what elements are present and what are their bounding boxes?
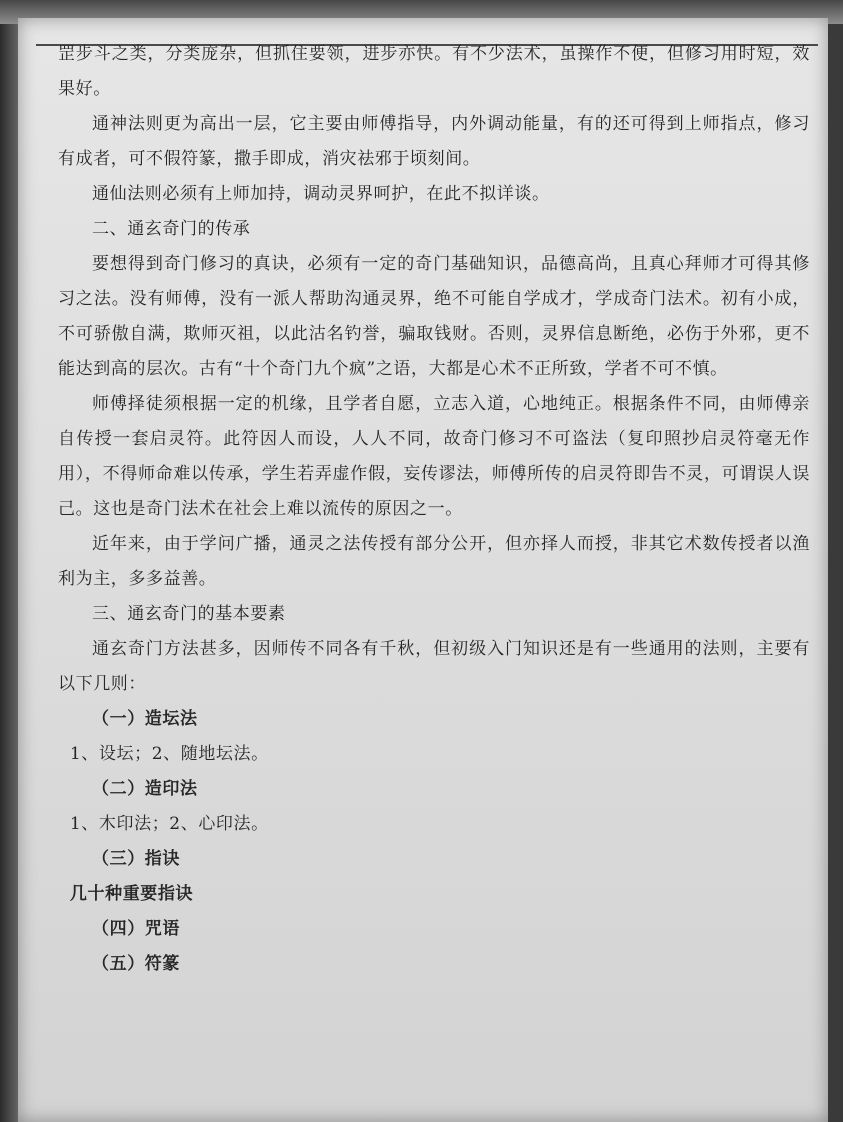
paragraph: 师傅择徒须根据一定的机缘，且学者自愿，立志入道，心地纯正。根据条件不同，由师傅亲自传授一套启灵符。此符因人而设，人人不同，故奇门修习不可盗法（复印照抄启灵符毫无作用），不得师命难以传承，学生若弄虚作假，妄传谬法，师傅所传的启灵符即告不灵，可谓误人误己。这也是奇门法术在社会上难以流传的原因之一。 bbox=[58, 394, 810, 519]
paragraph: 罡步斗之类，分类庞杂，但抓住要领，进步亦快。有不少法术，虽操作不便，但修习用时短，效果好。 bbox=[58, 44, 810, 99]
list-heading: （二）造印法 bbox=[92, 779, 198, 799]
paragraph: 通神法则更为高出一层，它主要由师傅指导，内外调动能量，有的还可得到上师指点，修习有成者，可不假符篆，撒手即成，消灾祛邪于顷刻间。 bbox=[58, 114, 810, 169]
list-heading: （一）造坛法 bbox=[92, 709, 198, 729]
section-heading: 三、通玄奇门的基本要素 bbox=[92, 604, 286, 624]
paragraph: 要想得到奇门修习的真诀，必须有一定的奇门基础知识，品德高尚，且真心拜师才可得其修习之法。没有师傅，没有一派人帮助沟通灵界，绝不可能自学成才，学成奇门法术。初有小成，不可骄傲自满，欺师灭祖，以此沽名钓誉，骗取钱财。否则，灵界信息断绝，必伤于外邪，更不能达到高的层次。古有“十个奇门九个疯”之语，大都是心术不正所致，学者不可不慎。 bbox=[58, 254, 810, 379]
paragraph: 通玄奇门方法甚多，因师传不同各有千秋，但初级入门知识还是有一些通用的法则，主要有以下几则： bbox=[58, 639, 810, 694]
list-heading: （四）咒语 bbox=[92, 919, 180, 939]
list-item: 1、设坛；2、随地坛法。 bbox=[69, 744, 269, 764]
paragraph: 通仙法则必须有上师加持，调动灵界呵护，在此不拟详谈。 bbox=[92, 184, 550, 204]
list-item: 几十种重要指诀 bbox=[69, 884, 194, 904]
list-heading: （三）指诀 bbox=[92, 849, 180, 869]
paragraph: 近年来，由于学问广播，通灵之法传授有部分公开，但亦择人而授，非其它术数传授者以渔利为主，多多益善。 bbox=[58, 534, 810, 589]
page-content bbox=[58, 37, 810, 982]
photo-backdrop-left bbox=[0, 0, 20, 1122]
section-heading: 二、通玄奇门的传承 bbox=[92, 219, 251, 239]
list-item: 1、木印法；2、心印法。 bbox=[69, 814, 269, 834]
list-heading: （五）符篆 bbox=[92, 954, 180, 974]
